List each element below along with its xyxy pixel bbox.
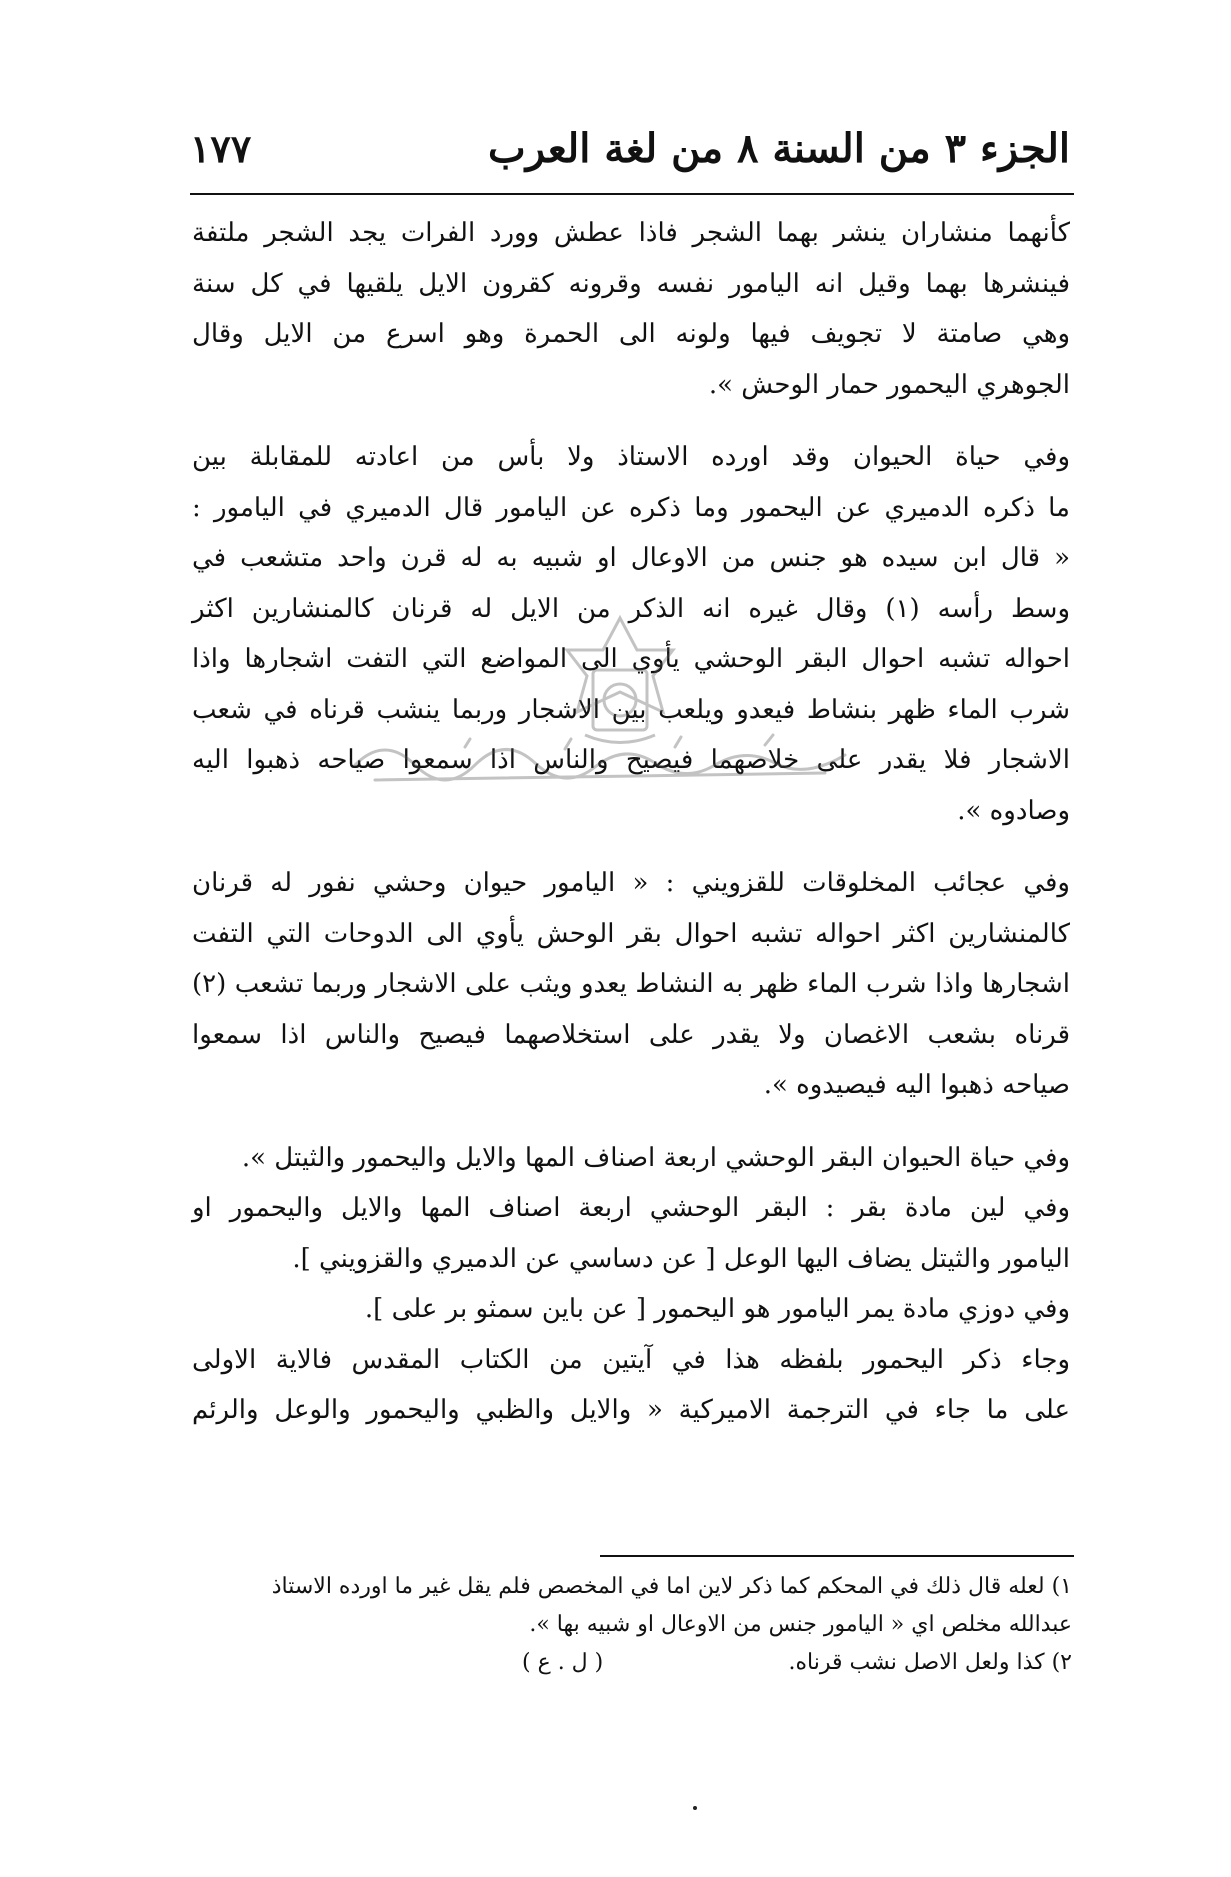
- footnote-1-line: عبدالله مخلص اي « اليامور جنس من الاوعال او شبيه بها ».: [529, 1612, 1072, 1637]
- text-line: وفي حياة الحيوان وقد اورده الاستاذ ولا بأس من اعادته للمقابلة بين: [192, 442, 1070, 472]
- paragraph-4: [192, 1133, 1070, 1184]
- text-line: على ما جاء في الترجمة الاميركية « والايل والظبي واليحمور والوعل والرئم: [192, 1395, 1070, 1425]
- text-line: كأنهما منشاران ينشر بهما الشجر فاذا عطش وورد الفرات يجد الشجر ملتفة: [192, 218, 1070, 248]
- text-line: اليامور والثيتل يضاف اليها الوعل [ عن دساسي عن الدميري والقزويني ].: [292, 1243, 1070, 1274]
- text-line: فينشرها بهما وقيل انه اليامور نفسه وقرونه كقرون الايل يلقيها في كل سنة: [192, 268, 1070, 299]
- text-line: وفي لين مادة بقر : البقر الوحشي اربعة اصناف المها والايل واليحمور او: [192, 1193, 1070, 1223]
- text-line: ما ذكره الدميري عن اليحمور وما ذكره عن اليامور قال الدميري في اليامور :: [192, 492, 1070, 523]
- page-speck: [693, 1806, 697, 1810]
- author-signature: ( ل . ع ): [522, 1650, 604, 1675]
- text-line: وفي حياة الحيوان البقر الوحشي اربعة اصناف المها والايل واليحمور والثيتل ».: [241, 1142, 1070, 1173]
- paragraph-5: [192, 1183, 1070, 1284]
- text-line: « قال ابن سيده هو جنس من الاوعال او شبيه به له قرن واحد متشعب في: [192, 543, 1070, 573]
- text-line: الجوهري اليحمور حمار الوحش ».: [708, 369, 1070, 400]
- text-line: قرناه بشعب الاغصان ولا يقدر على استخلاصهما فيصيح والناس اذا سمعوا: [192, 1019, 1071, 1050]
- footnote-2: ٢) كذا ولعل الاصل نشب قرناه.: [788, 1650, 1072, 1675]
- text-line: شرب الماء ظهر بنشاط فيعدو ويلعب بين الاشجار وربما ينشب قرناه في شعب: [192, 694, 1070, 725]
- paragraph-7: [192, 1335, 1070, 1436]
- watermark-text-icon: [345, 725, 865, 795]
- paragraph-3: [192, 858, 1070, 1111]
- footnotes: [192, 1568, 1072, 1682]
- footnote-1-line: ١) لعله قال ذلك في المحكم كما ذكر لاين اما في المخصص فلم يقل غير ما اورده الاستاذ: [271, 1574, 1072, 1599]
- text-line: وجاء ذكر اليحمور بلفظه هذا في آيتين من الكتاب المقدس فالاية الاولى: [192, 1344, 1070, 1375]
- text-line: احواله تشبه احوال البقر الوحشي يأوي الى المواضع التي التفت اشجارها واذا: [192, 644, 1070, 674]
- text-line: صياحه ذهبوا اليه فيصيدوه ».: [763, 1070, 1070, 1100]
- text-line: كالمنشارين اكثر احواله تشبه احوال بقر الوحش يأوي الى الدوحات التي التفت: [192, 918, 1070, 949]
- running-title: الجزء ٣ من السنة ٨ من لغة العرب: [488, 124, 1070, 172]
- footnote-2-row: [192, 1644, 1072, 1682]
- text-line: وسط رأسه (١) وقال غيره انه الذكر من الايل له قرنان كالمنشارين اكثر: [192, 593, 1071, 624]
- text-line: وصادوه ».: [957, 795, 1070, 826]
- text-line: وفي دوزي مادة يمر اليامور هو اليحمور [ عن باين سمثو بر على ].: [364, 1294, 1070, 1324]
- page-number: ١٧٧: [190, 125, 252, 171]
- paragraph-1: [192, 208, 1070, 410]
- footnote-rule: [600, 1555, 1074, 1557]
- paragraph-6: [192, 1284, 1070, 1335]
- text-line: الاشجار فلا يقدر على خلاصهما فيصيح والناس اذا سمعوا صياحه ذهبوا اليه: [192, 745, 1070, 775]
- text-line: اشجارها واذا شرب الماء ظهر به النشاط يعدو ويثب على الاشجار وربما تشعب (٢): [192, 969, 1070, 999]
- page-header: [190, 118, 1070, 178]
- text-line: وهي صامتة لا تجويف فيها ولونه الى الحمرة وهو اسرع من الايل وقال: [192, 319, 1070, 349]
- header-rule: [190, 193, 1074, 195]
- body-text: [192, 208, 1070, 1436]
- text-line: وفي عجائب المخلوقات للقزويني : « اليامور حيوان وحشي نفور له قرنان: [192, 868, 1070, 898]
